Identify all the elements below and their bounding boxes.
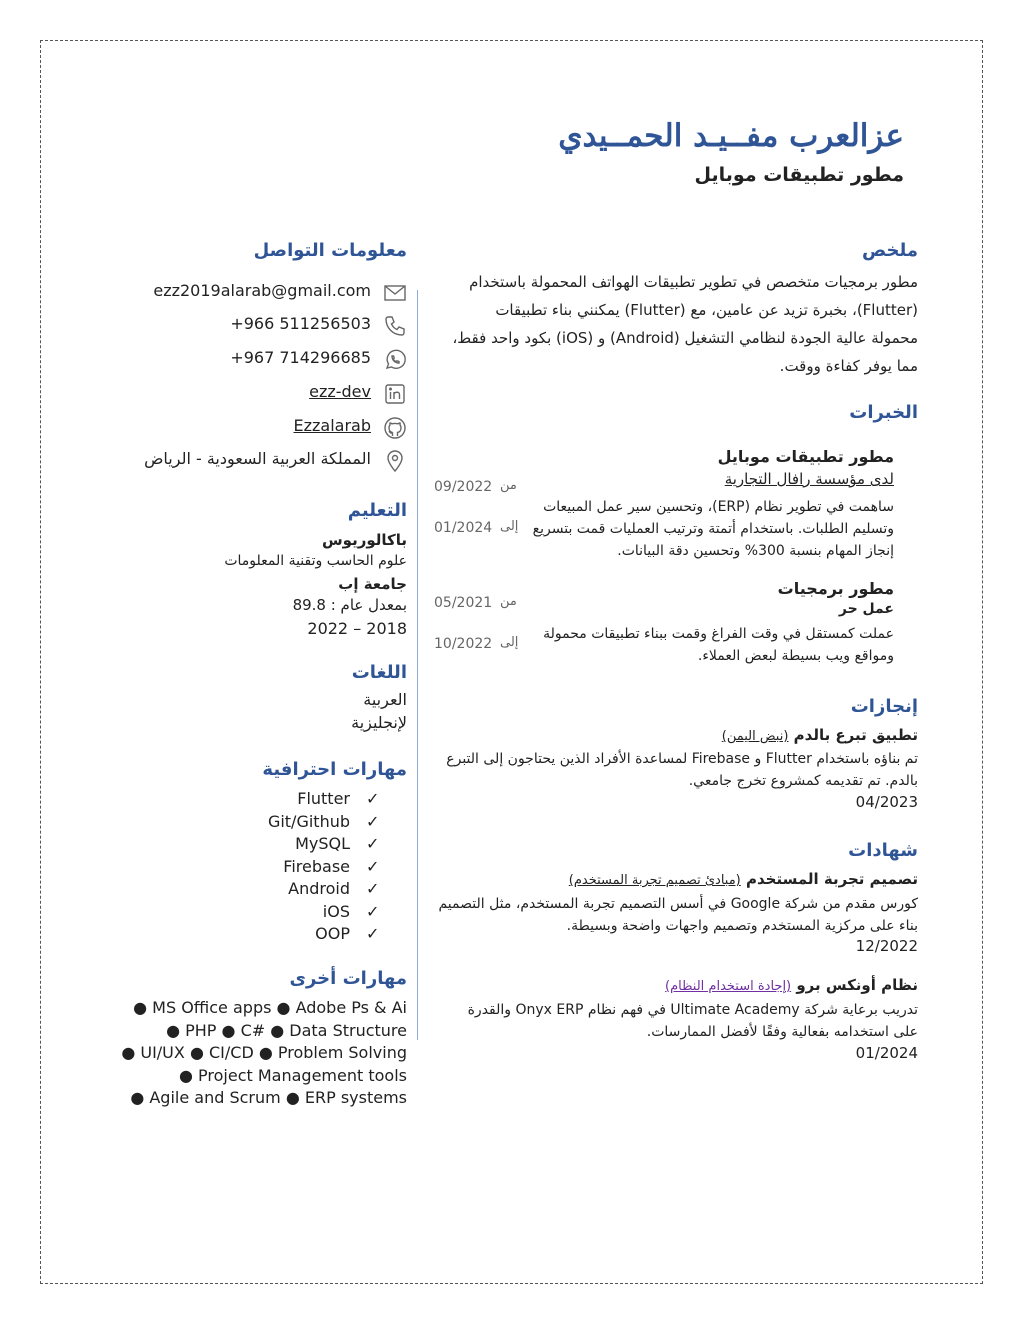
job-desc-line: ومواقع ويب بسيطة لبعض العملاء. xyxy=(697,648,894,664)
to-label: إلى xyxy=(500,519,519,534)
education-gpa: بمعدل عام : 89.8 xyxy=(292,596,407,614)
education-university: جامعة إب xyxy=(338,575,407,593)
pro-skill-label: MySQL xyxy=(295,834,350,853)
job-title: مطور تطبيقات موبايل xyxy=(694,164,904,186)
certificates-heading: شهادات xyxy=(848,840,918,861)
contact-location xyxy=(127,449,407,475)
certificate-date-1: 12/2022 xyxy=(855,937,918,955)
summary-line: مطور برمجيات متخصص في تطوير تطبيقات الهواتف المحمولة باستخدام xyxy=(469,273,918,291)
certificate-line: كورس مقدم من شركة Google في أسس التصميم تجربة المستخدم، مثل التصميم xyxy=(438,896,918,912)
achievement-desc xyxy=(428,748,918,792)
job-from-1: 09/2022 xyxy=(434,479,493,495)
contact-github[interactable] xyxy=(127,416,407,442)
pro-skill-label: OOP xyxy=(315,924,350,943)
certificate-name: تصميم تجربة المستخدم xyxy=(746,870,918,888)
pro-skill-label: Firebase xyxy=(283,856,350,876)
phone-icon xyxy=(383,314,407,338)
other-skills-line: ● Agile and Scrum ● ERP systems xyxy=(130,1088,407,1107)
contact-email[interactable] xyxy=(127,281,407,307)
checkmark-icon: ✓ xyxy=(366,856,380,876)
summary-line: مما يوفر كفاءة ووقت. xyxy=(779,357,918,375)
education-years: 2018 – 2022 xyxy=(307,619,407,638)
column-divider xyxy=(417,290,418,1040)
certificate-title-1 xyxy=(569,870,918,888)
to-label: إلى xyxy=(500,635,519,650)
certificate-desc-1 xyxy=(428,893,918,937)
job-desc-line: إنجاز المهام بنسبة 300% وتحسين دقة البيانات. xyxy=(617,543,894,559)
other-skills-line: ● PHP ● C# ● Data Structure xyxy=(166,1021,407,1040)
job-desc-line: ساهمت في تطوير نظام (ERP)، وتحسين سير عمل المبيعات xyxy=(543,499,894,515)
pro-skill-label: Flutter xyxy=(297,789,350,808)
certificate-link[interactable]: (مبادئ تصميم تجربة المستخدم) xyxy=(568,873,741,888)
job-desc-2 xyxy=(494,623,894,667)
summary-text xyxy=(428,268,918,380)
achievement-link[interactable]: (نبض اليمن) xyxy=(721,729,789,744)
job-desc-line: وتسليم الطلبات. باستخدام أتمتة وترتيب العمليات قمت بتسريع xyxy=(532,521,894,537)
envelope-icon xyxy=(383,281,407,305)
language-item: العربية xyxy=(363,690,407,709)
job-from-2: 05/2021 xyxy=(434,595,493,611)
phone-text[interactable]: +966 511256503 xyxy=(230,314,371,333)
other-skills-heading: مهارات أخرى xyxy=(289,968,407,989)
job-title-2: مطور برمجيات xyxy=(777,579,894,598)
certificate-line: تدريب برعاية شركة Ultimate Academy في فهم نظام Onyx ERP والقدرة xyxy=(467,1002,918,1018)
language-item: لإنجليزية xyxy=(351,713,407,732)
github-icon xyxy=(383,416,407,440)
job-to-2: 10/2022 xyxy=(434,636,493,652)
achievement-title xyxy=(722,726,918,744)
location-text: المملكة العربية السعودية - الرياض xyxy=(144,449,371,468)
location-pin-icon xyxy=(383,449,407,473)
contact-phone[interactable] xyxy=(127,314,407,340)
summary-line: (Flutter)، بخبرة تزيد عن عامين، مع (Flutter) يمكنني بناء تطبيقات xyxy=(495,301,918,319)
contact-whatsapp[interactable] xyxy=(127,348,407,374)
achievements-heading: إنجازات xyxy=(850,696,918,717)
pro-skill-label: Android xyxy=(288,879,350,898)
education-heading: التعليم xyxy=(347,500,407,521)
achievement-date: 04/2023 xyxy=(855,793,918,811)
certificate-date-2: 01/2024 xyxy=(855,1044,918,1062)
summary-line: محمولة عالية الجودة لنظامي التشغيل (Android) و (iOS) بكود واحد فقط، xyxy=(452,329,918,347)
certificate-name: نظام أونكس برو xyxy=(796,976,918,994)
linkedin-link[interactable]: ezz-dev xyxy=(309,382,371,401)
whatsapp-text[interactable]: +967 714296685 xyxy=(230,348,371,367)
checkmark-icon: ✓ xyxy=(366,879,380,898)
contact-heading: معلومات التواصل xyxy=(253,240,407,261)
other-skills-line: ● Project Management tools xyxy=(179,1066,407,1085)
summary-heading: ملخص xyxy=(861,240,918,261)
achievement-line: بالدم. تم تقديمه كمشروع تخرج جامعي. xyxy=(688,773,918,789)
email-text[interactable]: ezz2019alarab@gmail.com xyxy=(153,281,371,300)
education-degree: باكالوريوس xyxy=(321,531,407,549)
education-major: علوم الحاسب وتقنية المعلومات xyxy=(224,553,407,569)
from-label: من xyxy=(500,478,517,493)
certificate-line: على استخدامه بفعالية وفقًا لأفضل الممارسات. xyxy=(646,1024,918,1040)
whatsapp-icon xyxy=(383,348,407,372)
checkmark-icon: ✓ xyxy=(366,834,380,853)
linkedin-icon xyxy=(383,382,407,406)
job-company-1 xyxy=(725,470,894,488)
other-skills-line: ● MS Office apps ● Adobe Ps & Ai xyxy=(133,998,407,1017)
checkmark-icon: ✓ xyxy=(366,924,380,943)
certificate-desc-2 xyxy=(428,999,918,1043)
person-name: عزالعرب مفــيـد الحمــيدي xyxy=(558,118,904,154)
pro-skill-label: Git/Github xyxy=(267,811,350,831)
company-link[interactable]: لدى مؤسسة رافال التجارية xyxy=(724,470,894,488)
achievement-line: تم بناؤه باستخدام Flutter و Firebase لمساعدة الأفراد الذين يحتاجون إلى التبرع xyxy=(446,751,918,767)
pro-skill-label: iOS xyxy=(322,901,350,921)
pro-skills-heading: مهارات احترافية xyxy=(262,759,407,780)
languages-heading: اللغات xyxy=(351,662,407,683)
certificate-title-2 xyxy=(665,976,918,994)
from-label: من xyxy=(500,594,517,609)
checkmark-icon: ✓ xyxy=(366,789,380,808)
contact-linkedin[interactable] xyxy=(127,382,407,408)
other-skills-line: ● UI/UX ● CI/CD ● Problem Solving xyxy=(121,1043,407,1062)
certificate-line: بناء على مركزية المستخدم وتصميم واجهات واضحة وبسيطة. xyxy=(566,918,918,934)
job-title-1: مطور تطبيقات موبايل xyxy=(717,447,894,466)
job-company-2: عمل حر xyxy=(838,601,894,617)
checkmark-icon: ✓ xyxy=(366,901,380,921)
certificate-link[interactable]: (إجادة استخدام النظام) xyxy=(665,979,792,994)
achievement-name: تطبيق تبرع بالدم xyxy=(793,726,918,744)
job-desc-1 xyxy=(494,496,894,562)
job-to-1: 01/2024 xyxy=(434,520,493,536)
github-link[interactable]: Ezzalarab xyxy=(293,416,371,435)
job-desc-line: عملت كمستقل في وقت الفراغ وقمت ببناء تطبيقات محمولة xyxy=(543,626,894,642)
checkmark-icon: ✓ xyxy=(366,811,380,831)
experience-heading: الخبرات xyxy=(849,402,918,423)
